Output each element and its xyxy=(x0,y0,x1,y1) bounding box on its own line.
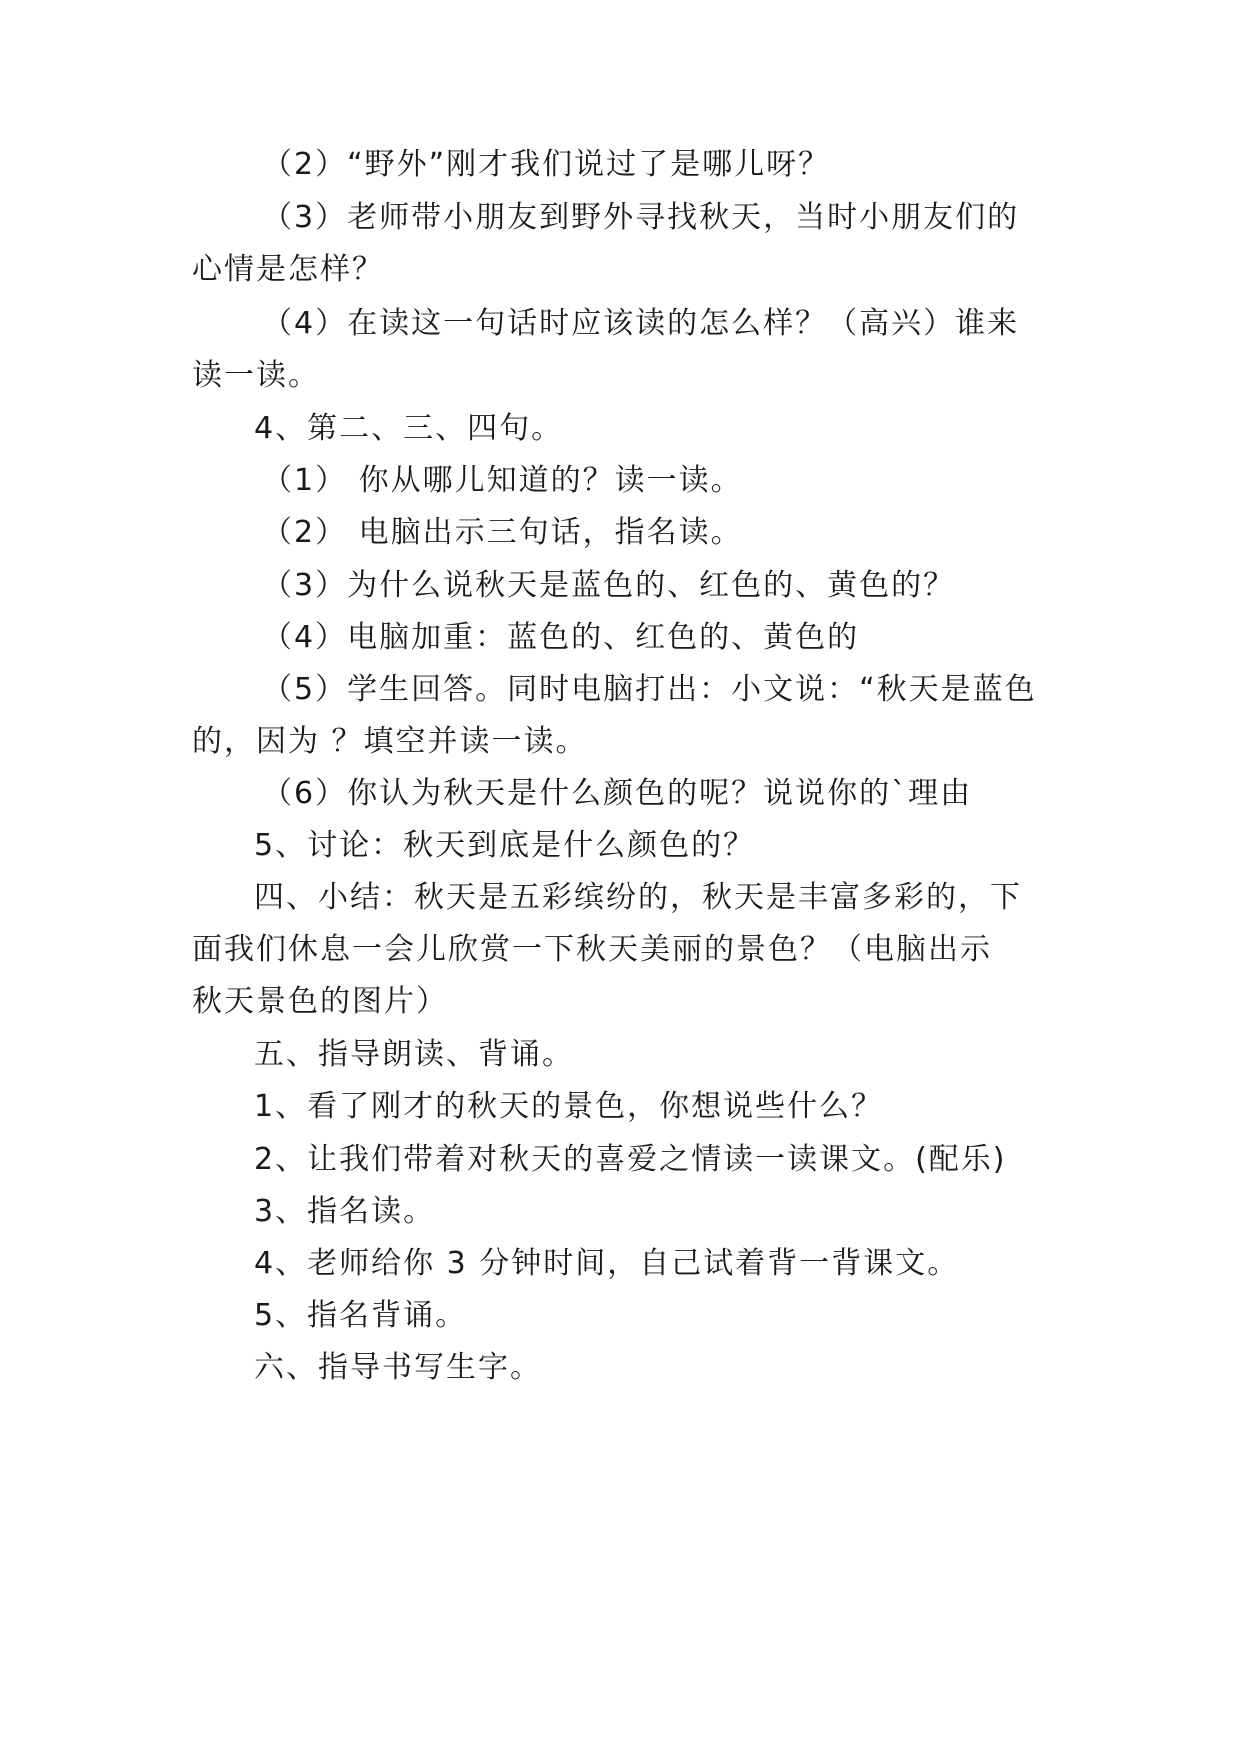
text-line: （2）“野外”刚才我们说过了是哪儿呀？ xyxy=(262,147,831,182)
text-line: （1） 你从哪儿知道的？读一读。 xyxy=(262,463,743,498)
text-line: 的，因为 ？填空并读一读。 xyxy=(192,724,588,759)
text-line: 4、第二、三、四句。 xyxy=(254,411,564,446)
text-line: 2、让我们带着对秋天的喜爱之情读一读课文。(配乐) xyxy=(254,1142,1007,1177)
text-line: 3、指名读。 xyxy=(254,1194,436,1229)
text-line: 5、讨论：秋天到底是什么颜色的？ xyxy=(254,828,756,863)
text-line: 六、指导书写生字。 xyxy=(254,1350,542,1385)
text-line: （3）老师带小朋友到野外寻找秋天，当时小朋友们的 xyxy=(262,200,1020,235)
text-line: （3）为什么说秋天是蓝色的、红色的、黄色的？ xyxy=(262,568,956,603)
text-line: （2） 电脑出示三句话，指名读。 xyxy=(262,515,743,550)
text-line: 心情是怎样？ xyxy=(192,252,384,287)
text-line: （6）你认为秋天是什么颜色的呢？说说你的`理由 xyxy=(262,776,973,811)
text-line: （4）电脑加重：蓝色的、红色的、黄色的 xyxy=(262,620,860,655)
text-line: 4、老师给你 3 分钟时间，自己试着背一背课文。 xyxy=(254,1246,960,1281)
text-line: 四、小结：秋天是五彩缤纷的，秋天是丰富多彩的，下 xyxy=(254,880,1022,915)
text-line: 读一读。 xyxy=(192,358,320,393)
text-line: 五、指导朗读、背诵。 xyxy=(254,1037,574,1072)
text-line: （5）学生回答。同时电脑打出：小文说：“秋天是蓝色 xyxy=(262,672,1037,707)
text-line: 1、看了刚才的秋天的景色，你想说些什么？ xyxy=(254,1089,884,1124)
text-line: 5、指名背诵。 xyxy=(254,1298,468,1333)
text-line: 秋天景色的图片） xyxy=(192,984,448,1019)
text-line: 面我们休息一会儿欣赏一下秋天美丽的景色？（电脑出示 xyxy=(192,932,992,967)
text-line: （4）在读这一句话时应该读的怎么样？（高兴）谁来 xyxy=(262,306,1020,341)
